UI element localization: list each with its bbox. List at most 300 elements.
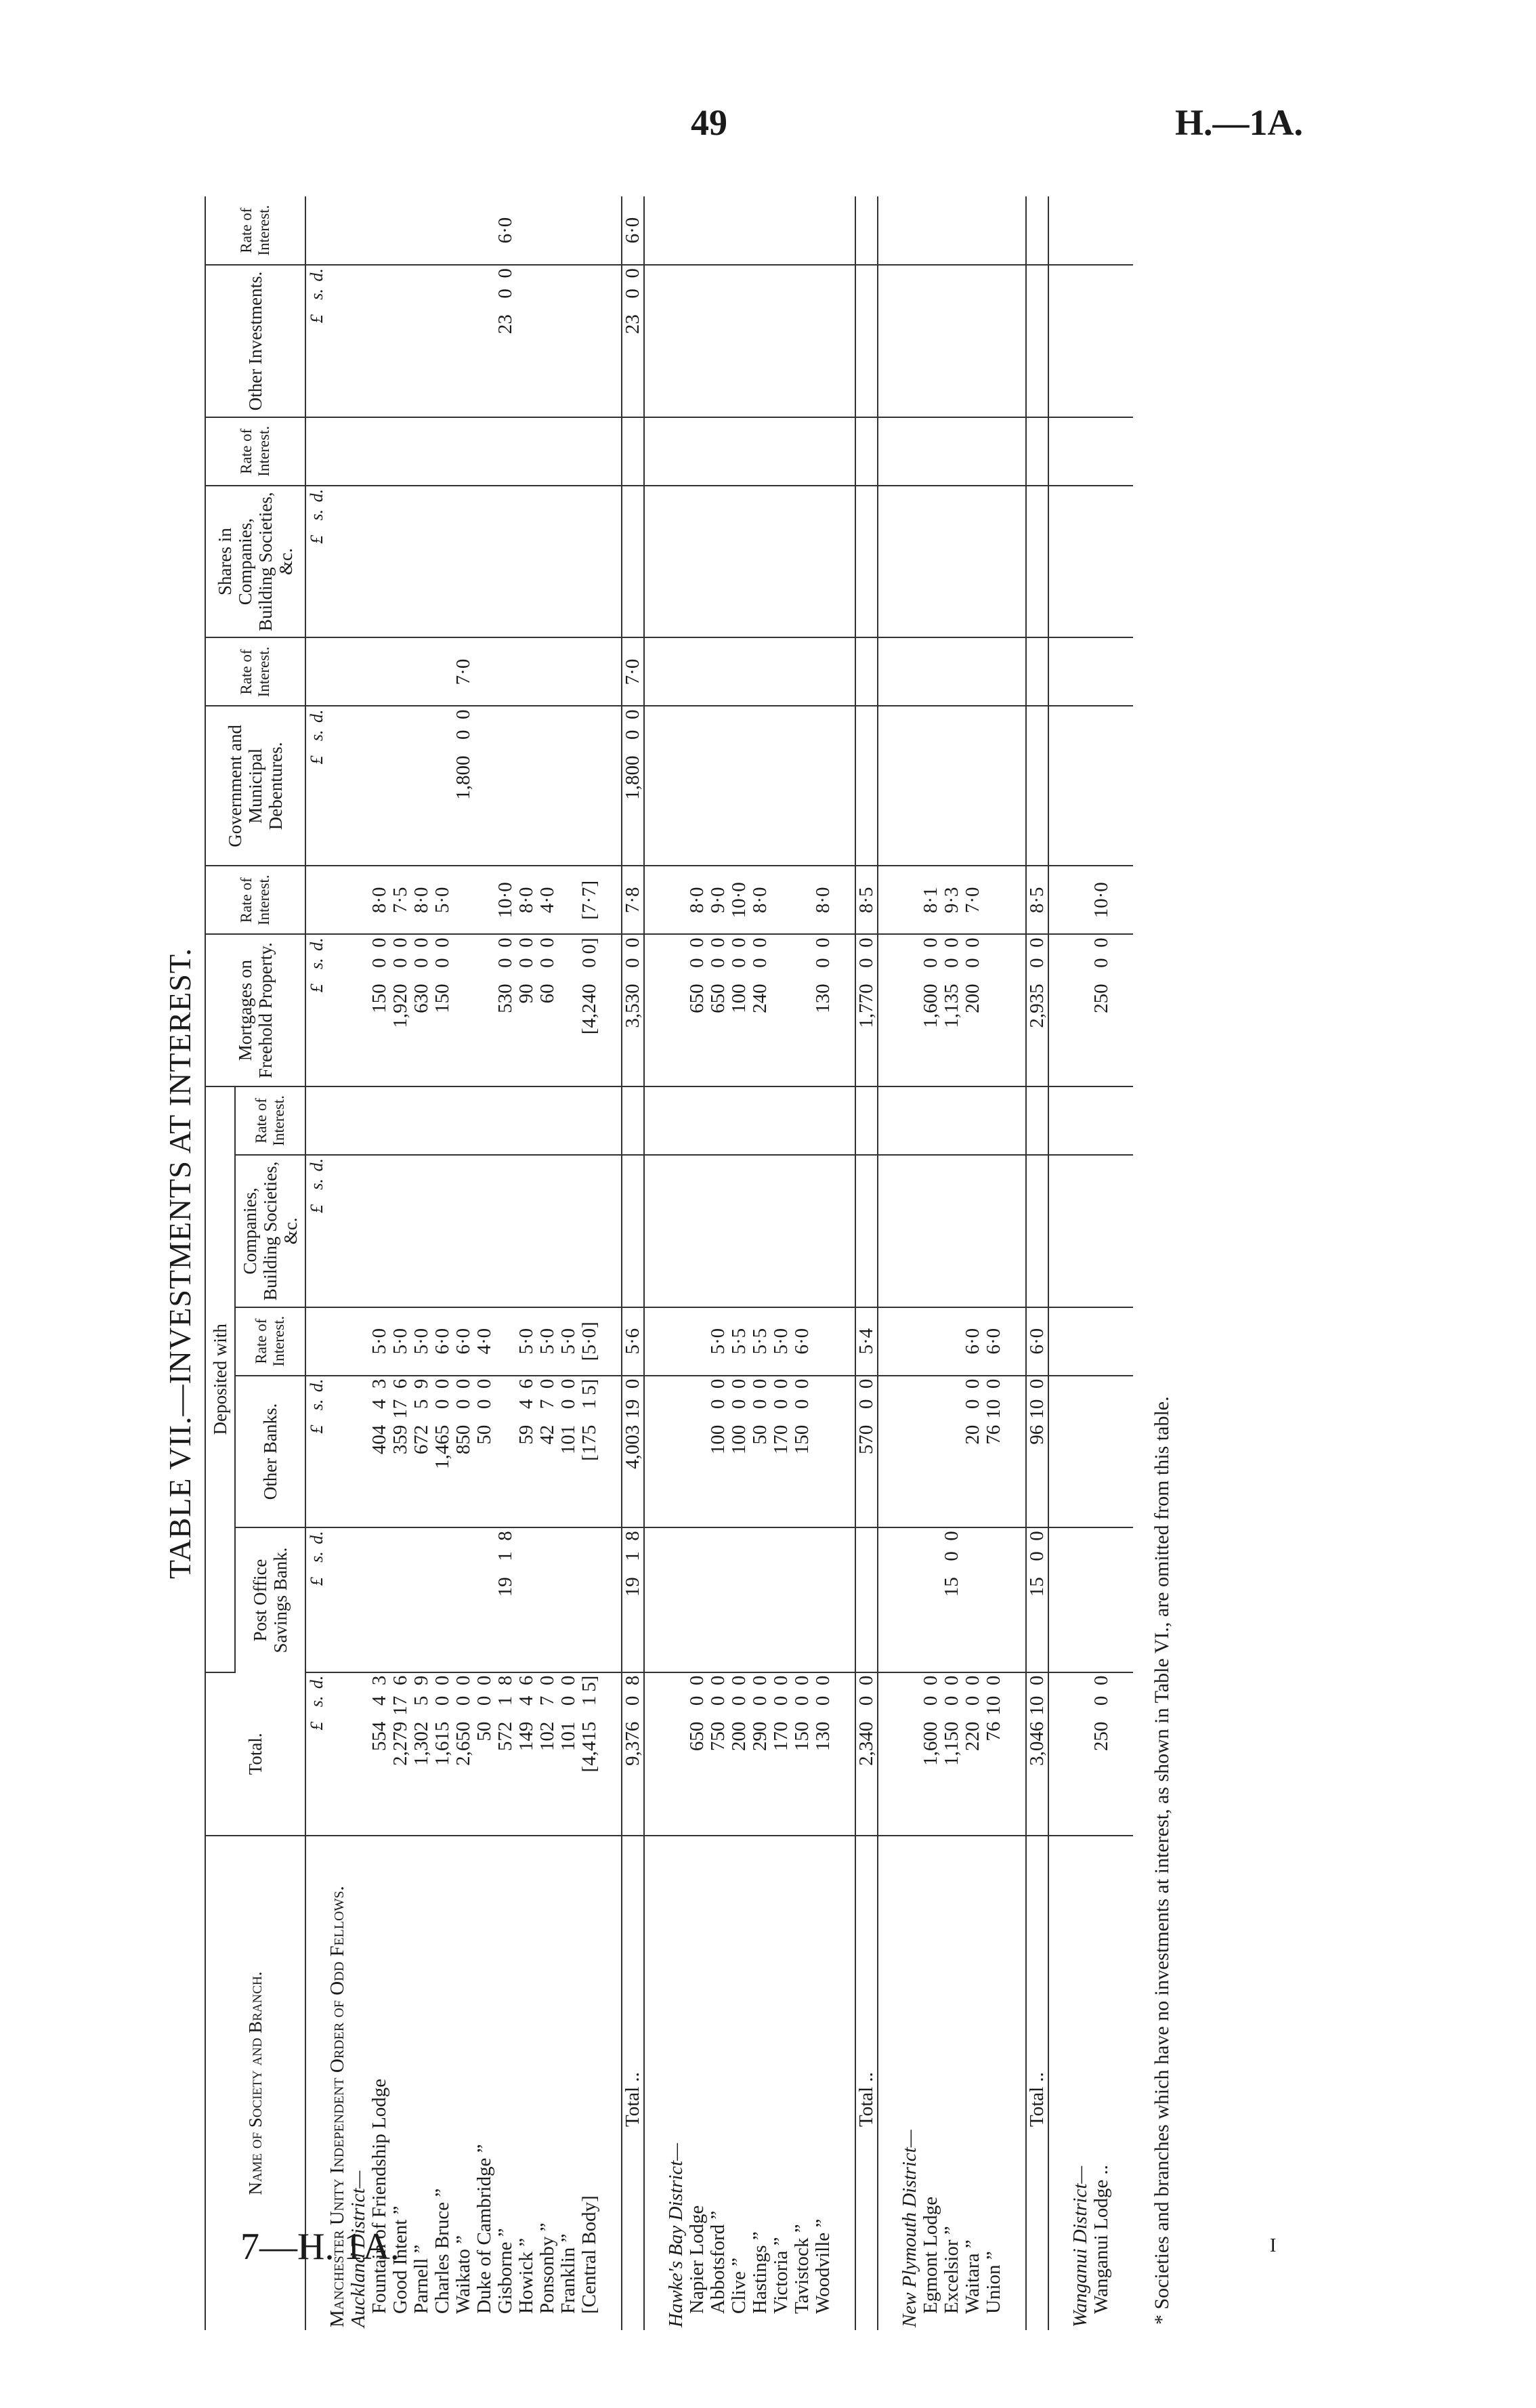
branch-name: Clive ”	[728, 2258, 750, 2314]
money-value	[369, 1158, 390, 1272]
pence-value: 0	[1090, 937, 1112, 948]
rate-value	[474, 866, 495, 934]
pounds-value: 42	[536, 1424, 558, 1445]
table-row	[729, 196, 750, 2330]
money-value	[687, 1676, 708, 1790]
money-value	[537, 268, 558, 382]
pence-value: 8	[622, 1531, 643, 1541]
money-value	[516, 1531, 537, 1645]
blank-cell	[899, 1086, 920, 1155]
table-body	[305, 196, 1133, 2330]
money-cell	[1026, 1376, 1048, 1528]
pounds-value: 20	[962, 1424, 983, 1445]
money-value	[622, 268, 643, 382]
pence-value: 0	[686, 1675, 708, 1686]
money-value	[369, 489, 390, 603]
blank-cell	[348, 866, 369, 934]
pound-sign: £	[307, 1577, 326, 1586]
money-cell	[941, 265, 962, 417]
money-value	[390, 489, 411, 603]
rate-value: 8·0	[411, 866, 432, 934]
blank-cell	[600, 1672, 622, 1836]
shillings-value: 0	[622, 1695, 643, 1706]
pounds-value: 1,465	[431, 1424, 453, 1469]
money-value	[941, 268, 962, 382]
money-cell	[729, 1376, 750, 1528]
blank-cell	[1070, 265, 1091, 417]
rate-value: 5·0	[558, 1307, 579, 1376]
rate-value	[453, 866, 474, 934]
blank-cell	[600, 1155, 622, 1307]
pence-value: 0]	[578, 937, 600, 954]
pounds-value: 630	[410, 984, 432, 1013]
rate-value: 6·0	[432, 1307, 453, 1376]
pound-sign: £	[307, 314, 326, 324]
money-value	[941, 1676, 962, 1790]
rate-value: 9·3	[941, 866, 962, 934]
shillings-value: 0	[515, 958, 537, 968]
blank-cell	[1048, 196, 1070, 265]
rate-value: [5·0]	[579, 1307, 600, 1376]
money-cell	[792, 706, 813, 866]
pounds-value: 50	[749, 1424, 771, 1445]
blank-cell	[878, 1527, 899, 1672]
shilling-sign: s.	[307, 289, 326, 300]
rate-value	[920, 417, 941, 486]
blank-cell	[1112, 265, 1133, 417]
pence-value: 0	[728, 1378, 750, 1389]
money-cell	[983, 486, 1004, 638]
shillings-value: 0	[749, 1399, 771, 1410]
pence-sign: d.	[307, 937, 326, 951]
money-value	[856, 489, 877, 603]
rate-value	[687, 637, 708, 706]
money-value	[983, 1531, 1004, 1645]
money-value	[369, 1531, 390, 1645]
rate-value	[983, 866, 1004, 934]
branch-name: Excelsior ”	[941, 2226, 962, 2314]
blank-cell	[1112, 1155, 1133, 1307]
rate-value	[983, 1086, 1004, 1155]
money-value	[962, 1531, 983, 1645]
total-row	[1026, 196, 1048, 2330]
shillings-value: 4	[368, 1695, 390, 1706]
pence-value: 0	[962, 1675, 983, 1686]
money-cell	[432, 934, 453, 1086]
pounds-value: 359	[389, 1424, 411, 1455]
money-value	[390, 1531, 411, 1645]
money-cell	[813, 1527, 834, 1672]
blank-cell	[1070, 1672, 1091, 1836]
money-cell	[771, 1376, 792, 1528]
pounds-value: 200	[962, 984, 983, 1013]
money-value	[495, 709, 516, 823]
total-label: Total ..	[622, 1836, 644, 2330]
pence-value: 8	[494, 1675, 516, 1686]
money-value	[558, 489, 579, 603]
blank-cell	[1004, 637, 1026, 706]
blank-cell	[1004, 1376, 1026, 1528]
branch-name: Union ”	[983, 2251, 1004, 2314]
money-value	[941, 1158, 962, 1272]
table-row	[962, 196, 983, 2330]
unit-cell	[305, 1376, 327, 1528]
money-value	[708, 1158, 729, 1272]
money-value	[687, 1531, 708, 1645]
money-cell	[1091, 486, 1112, 638]
money-value	[983, 1158, 1004, 1272]
money-value	[920, 709, 941, 823]
money-cell	[941, 706, 962, 866]
pence-value: 0	[1026, 937, 1048, 948]
money-cell	[474, 1672, 495, 1836]
money-cell	[579, 1672, 600, 1836]
shillings-value: 1	[494, 1551, 516, 1561]
blank-cell	[327, 265, 348, 417]
shillings-value: 10	[983, 1399, 1004, 1419]
society-name: Manchester Unity Independent Order of Odd Fellows.	[326, 1886, 348, 2327]
pence-sign: d.	[307, 1675, 326, 1689]
rate-value	[941, 637, 962, 706]
shillings-value: 0	[962, 1399, 983, 1410]
rate-value	[962, 417, 983, 486]
branch-name: Charles Bruce ”	[431, 2188, 453, 2314]
rate-value	[411, 637, 432, 706]
units-row	[305, 196, 327, 2330]
money-cell	[453, 265, 474, 417]
shillings-value: 0	[728, 958, 750, 968]
pounds-value: 1,135	[941, 984, 962, 1028]
money-value	[558, 709, 579, 823]
money-cell	[941, 1527, 962, 1672]
rate-value	[729, 417, 750, 486]
shillings-value: 1	[494, 1695, 516, 1706]
money-value	[813, 268, 834, 382]
money-value	[537, 1676, 558, 1790]
money-cell	[941, 486, 962, 638]
shillings-value: 0	[578, 958, 600, 968]
blank-cell	[1112, 1086, 1133, 1155]
money-cell	[855, 1155, 878, 1307]
shillings-value: 0	[494, 958, 516, 968]
money-cell	[855, 1672, 878, 1836]
blank-cell	[1048, 1527, 1070, 1672]
money-value	[495, 937, 516, 1051]
money-value	[390, 1676, 411, 1790]
money-cell	[962, 265, 983, 417]
money-value	[432, 1676, 453, 1790]
blank-cell	[1112, 417, 1133, 486]
money-cell	[432, 1376, 453, 1528]
pounds-value: 250	[1090, 1721, 1112, 1752]
rate-value: 5·0	[411, 1307, 432, 1376]
shillings-value: 0	[622, 730, 643, 740]
pence-value: 0	[749, 937, 771, 948]
money-cell	[920, 934, 941, 1086]
money-cell	[622, 1155, 644, 1307]
money-cell	[687, 486, 708, 638]
money-value	[750, 1158, 771, 1272]
rate-value	[1026, 417, 1048, 486]
pence-value: 0	[389, 937, 411, 948]
money-value	[771, 709, 792, 823]
pounds-value: 250	[1090, 984, 1112, 1013]
shillings-value: 17	[389, 1399, 411, 1419]
shillings-value: 10	[983, 1695, 1004, 1716]
header-deposited-with: Deposited with	[205, 1086, 235, 1672]
money-value	[729, 1379, 750, 1493]
blank-cell	[1048, 706, 1070, 866]
money-value	[516, 709, 537, 823]
pound-sign: £	[307, 1424, 326, 1434]
table-row	[474, 196, 495, 2330]
pounds-value: 101	[557, 1721, 579, 1752]
blank-cell	[1070, 1527, 1091, 1672]
rate-value	[729, 637, 750, 706]
pounds-value: 150	[368, 984, 390, 1013]
money-value	[750, 709, 771, 823]
money-value	[920, 268, 941, 382]
pence-value: 0	[855, 1675, 877, 1686]
printer-mark: I	[1270, 2235, 1277, 2256]
blank-cell	[348, 1307, 369, 1376]
money-value	[750, 1379, 771, 1493]
unit-labels	[306, 1379, 327, 1493]
pence-value: 0	[791, 1378, 813, 1389]
pounds-value: 100	[707, 1424, 729, 1455]
spacer-row	[878, 196, 899, 2330]
rate-value	[495, 417, 516, 486]
money-cell	[558, 934, 579, 1086]
money-cell	[390, 1155, 411, 1307]
blank-cell	[1004, 1155, 1026, 1307]
blank-cell	[834, 417, 855, 486]
money-cell	[920, 1527, 941, 1672]
blank-cell	[644, 196, 666, 265]
pounds-value: 650	[686, 984, 708, 1013]
money-cell	[729, 706, 750, 866]
blank-cell	[600, 934, 622, 1086]
blank-cell	[899, 637, 920, 706]
pence-value: 5]	[578, 1675, 600, 1692]
blank-cell	[878, 1155, 899, 1307]
money-cell	[537, 1672, 558, 1836]
rate-value	[941, 1307, 962, 1376]
money-value	[1091, 1676, 1112, 1790]
blank-cell	[1070, 486, 1091, 638]
page-code: H.—1A.	[1175, 102, 1303, 143]
blank-cell	[899, 196, 920, 265]
blank-cell	[600, 1527, 622, 1672]
rate-value: 5·0	[390, 1307, 411, 1376]
money-cell	[558, 1155, 579, 1307]
header-post-office: Post Office Savings Bank.	[235, 1527, 305, 1672]
money-value	[920, 489, 941, 603]
money-cell	[390, 934, 411, 1086]
money-value	[1091, 1531, 1112, 1645]
pounds-value: 1,800	[622, 755, 643, 800]
table-row	[453, 196, 474, 2330]
pence-value: 6	[389, 1675, 411, 1686]
blank-cell	[666, 1086, 687, 1155]
rate-value	[771, 637, 792, 706]
money-cell	[983, 1376, 1004, 1528]
branch-name: Waitara ”	[962, 2239, 983, 2314]
money-value	[771, 268, 792, 382]
money-cell	[495, 706, 516, 866]
branch-name: Gisborne ”	[494, 2228, 516, 2314]
money-value	[792, 1379, 813, 1493]
blank-cell	[1070, 1155, 1091, 1307]
money-cell	[432, 706, 453, 866]
rate-value	[453, 417, 474, 486]
money-value	[411, 709, 432, 823]
money-cell	[792, 265, 813, 417]
money-value	[856, 1676, 877, 1790]
blank-cell	[878, 866, 899, 934]
pounds-value: 76	[983, 1424, 1004, 1445]
total-row	[622, 196, 644, 2330]
pence-sign: d.	[307, 268, 326, 282]
money-value	[369, 1676, 390, 1790]
rate-value	[855, 196, 878, 265]
money-cell	[771, 1527, 792, 1672]
money-cell	[411, 934, 432, 1086]
pounds-value: [4,415	[578, 1721, 600, 1773]
shillings-value: 5	[410, 1695, 432, 1706]
rate-value	[1091, 637, 1112, 706]
rate-value	[941, 1086, 962, 1155]
blank-cell	[348, 934, 369, 1086]
rate-value	[453, 1086, 474, 1155]
blank-cell	[899, 265, 920, 417]
pounds-value: 1,920	[389, 984, 411, 1028]
rate-value	[962, 637, 983, 706]
money-cell	[750, 706, 771, 866]
header-rate: Rate of Interest.	[235, 1307, 305, 1376]
pence-value: 0	[812, 1675, 834, 1686]
money-cell	[432, 1155, 453, 1307]
money-cell	[962, 1672, 983, 1836]
money-value	[920, 1158, 941, 1272]
shilling-sign: s.	[307, 958, 326, 969]
rate-value	[771, 1086, 792, 1155]
pence-value: 0	[1090, 1675, 1112, 1686]
rate-value	[579, 196, 600, 265]
blank-cell	[327, 934, 348, 1086]
rate-value	[369, 196, 390, 265]
rate-value	[411, 1086, 432, 1155]
pence-value: 5]	[578, 1378, 600, 1395]
rate-value	[558, 1086, 579, 1155]
money-value	[432, 709, 453, 823]
money-value	[1027, 1531, 1048, 1645]
money-value	[1091, 489, 1112, 603]
shillings-value: 0	[920, 958, 941, 968]
shilling-sign: s.	[307, 1179, 326, 1190]
money-value	[708, 268, 729, 382]
rate-value	[855, 637, 878, 706]
table-row	[1091, 196, 1112, 2330]
money-cell	[729, 1155, 750, 1307]
money-value	[516, 1379, 537, 1493]
money-cell	[920, 1376, 941, 1528]
blank-cell	[600, 637, 622, 706]
pence-value: 0	[791, 1675, 813, 1686]
money-cell	[983, 265, 1004, 417]
blank-cell	[327, 866, 348, 934]
total-label: Total ..	[855, 1836, 878, 2330]
rate-value: 5·0	[771, 1307, 792, 1376]
money-cell	[411, 1155, 432, 1307]
unit-cell	[305, 1527, 327, 1672]
pounds-value: 572	[494, 1721, 516, 1752]
money-value	[792, 937, 813, 1051]
pounds-value: 100	[728, 984, 750, 1013]
blank-cell	[348, 706, 369, 866]
money-value	[369, 1379, 390, 1493]
money-cell	[750, 1376, 771, 1528]
money-cell	[855, 1527, 878, 1672]
shillings-value: 0	[962, 958, 983, 968]
money-value	[920, 1531, 941, 1645]
blank-cell	[644, 417, 666, 486]
shillings-value: 0	[410, 958, 432, 968]
money-cell	[687, 1527, 708, 1672]
header-other-banks: Other Banks.	[235, 1376, 305, 1528]
money-value	[962, 268, 983, 382]
pounds-value: 1,770	[855, 984, 877, 1028]
money-cell	[579, 706, 600, 866]
pence-value: 6	[515, 1378, 537, 1389]
pence-sign: d.	[307, 709, 326, 723]
money-cell	[453, 934, 474, 1086]
branch-name: Egmont Lodge	[920, 2196, 941, 2314]
pence-value: 0	[536, 1378, 558, 1389]
pence-value: 0	[983, 1378, 1004, 1389]
money-value	[453, 1676, 474, 1790]
rate-value	[558, 866, 579, 934]
money-cell	[516, 934, 537, 1086]
money-value	[411, 1158, 432, 1272]
blank-cell	[1004, 486, 1026, 638]
money-value	[920, 1379, 941, 1493]
money-cell	[579, 486, 600, 638]
blank-cell	[899, 866, 920, 934]
pence-value: 0	[368, 937, 390, 948]
money-value	[941, 1531, 962, 1645]
money-value	[1091, 268, 1112, 382]
money-cell	[558, 1527, 579, 1672]
pounds-value: [4,240	[578, 984, 600, 1035]
money-cell	[411, 265, 432, 417]
money-cell	[983, 1155, 1004, 1307]
shillings-value: 0	[728, 1695, 750, 1706]
pence-value: 0	[962, 1378, 983, 1389]
money-cell	[708, 265, 729, 417]
blank-cell	[1070, 1307, 1091, 1376]
spacer-row	[600, 196, 622, 2330]
money-value	[729, 489, 750, 603]
rate-value	[729, 196, 750, 265]
money-value	[516, 1158, 537, 1272]
shillings-value: 0	[368, 958, 390, 968]
pounds-value: 530	[494, 984, 516, 1013]
pence-value: 0	[1026, 1675, 1048, 1686]
money-cell	[537, 1376, 558, 1528]
rate-value	[558, 196, 579, 265]
header-rate: Rate of Interest.	[205, 637, 305, 706]
